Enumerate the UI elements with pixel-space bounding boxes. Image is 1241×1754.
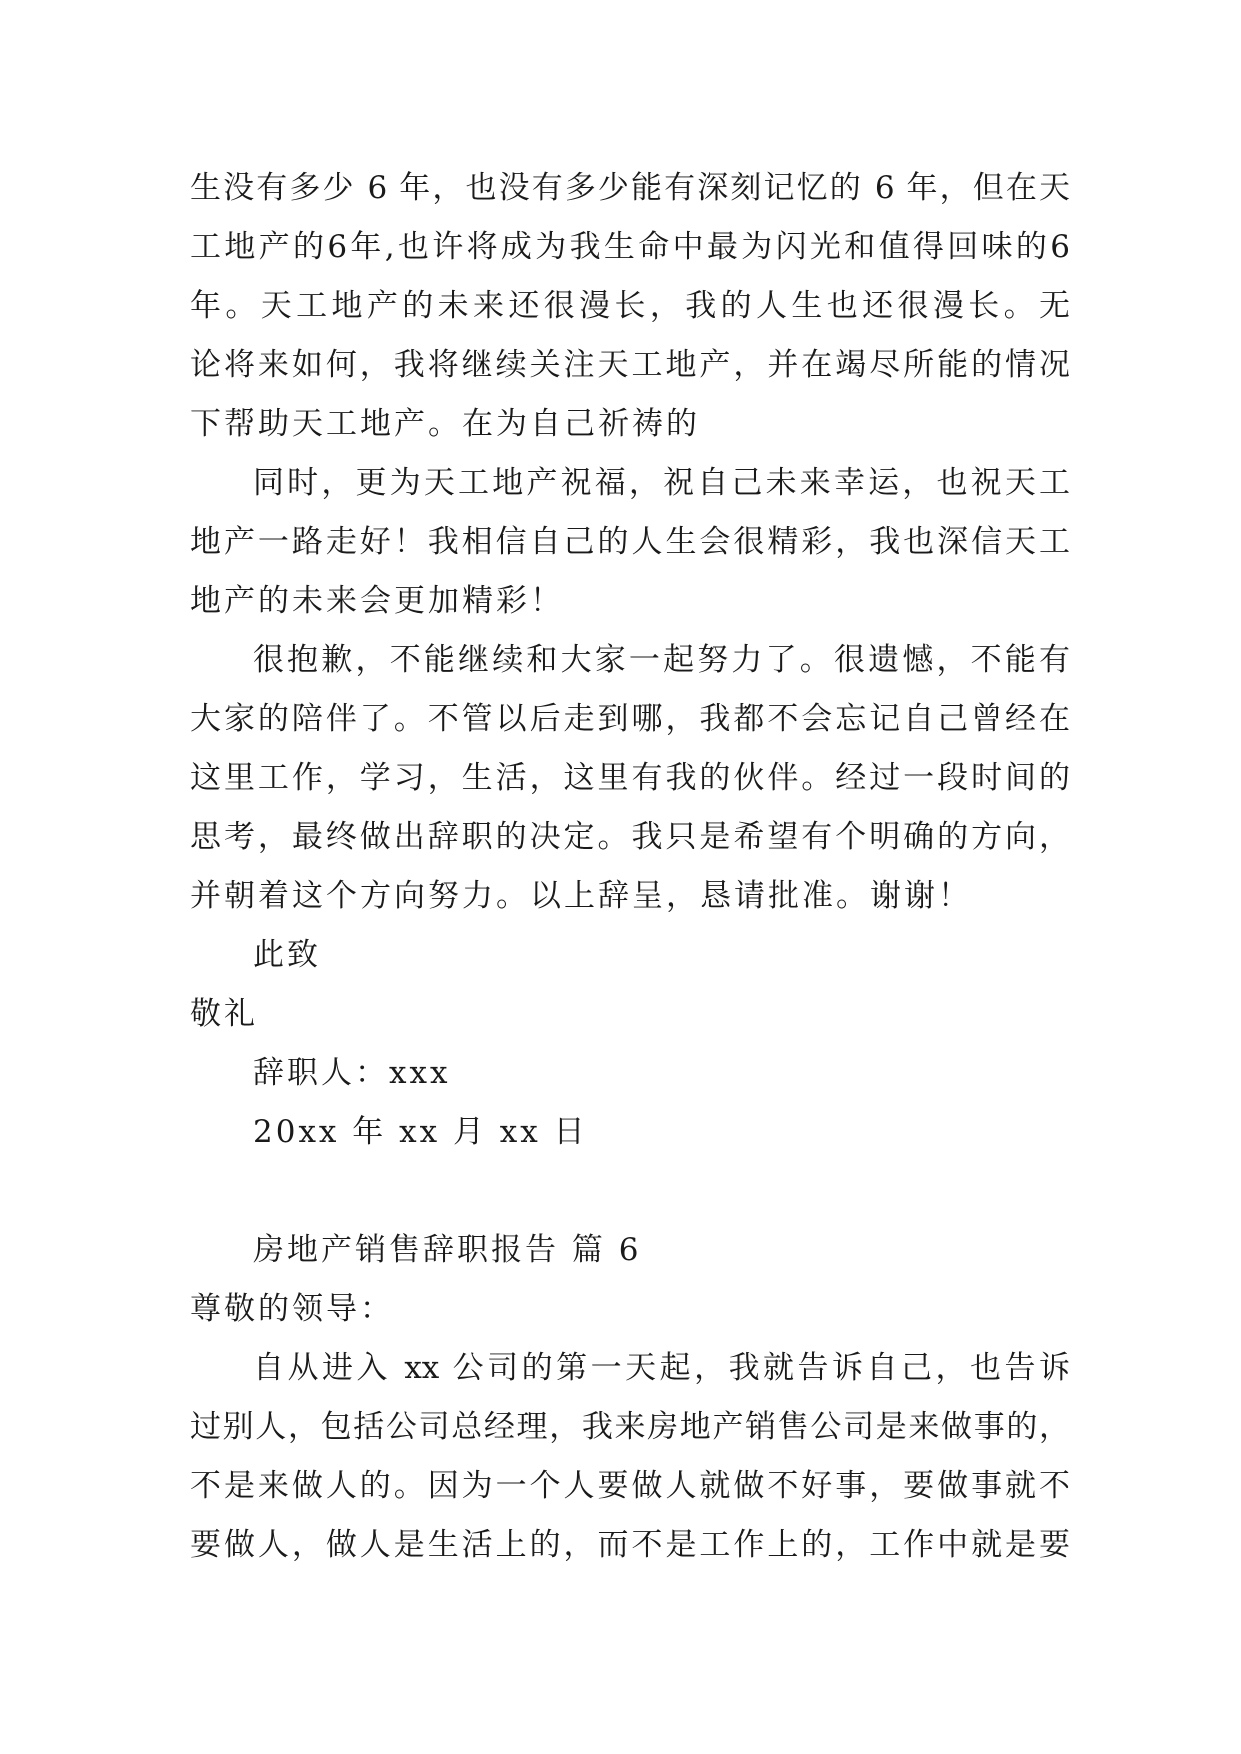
body-text-line: 要做人，做人是生活上的，而不是工作上的，工作中就是要 — [190, 1527, 1070, 1563]
body-text-line: 并朝着这个方向努力。以上辞呈，恳请批准。谢谢！ — [190, 878, 972, 914]
body-text-line: 下帮助天工地产。在为自己祈祷的 — [190, 406, 700, 442]
body-text-line: 论将来如何，我将继续关注天工地产，并在竭尽所能的情况 — [190, 347, 1070, 383]
body-text-line: 生没有多少 6 年，也没有多少能有深刻记忆的 6 年，但在天 — [190, 170, 1070, 206]
body-text-line: 地产一路走好！我相信自己的人生会很精彩，我也深信天工 — [190, 524, 1070, 560]
paragraph-first-line: 很抱歉，不能继续和大家一起努力了。很遗憾，不能有 — [253, 642, 1070, 678]
body-text-line: 大家的陪伴了。不管以后走到哪，我都不会忘记自己曾经在 — [190, 701, 1070, 737]
body-text-line: 不是来做人的。因为一个人要做人就做不好事，要做事就不 — [190, 1468, 1070, 1504]
signature-name: 辞职人：xxx — [253, 1055, 451, 1091]
body-text-line: 工地产的6年,也许将成为我生命中最为闪光和值得回味的6 — [190, 229, 1070, 265]
paragraph-first-line: 自从进入 xx 公司的第一天起，我就告诉自己，也告诉 — [253, 1350, 1070, 1386]
letter-greeting: 尊敬的领导： — [190, 1291, 394, 1327]
paragraph-first-line: 同时，更为天工地产祝福，祝自己未来幸运，也祝天工 — [253, 465, 1070, 501]
signature-date: 20xx 年 xx 月 xx 日 — [253, 1114, 588, 1150]
closing-regards: 敬礼 — [190, 996, 258, 1032]
body-text-line: 地产的未来会更加精彩！ — [190, 583, 564, 619]
body-text-line: 过别人，包括公司总经理，我来房地产销售公司是来做事的， — [190, 1409, 1070, 1445]
body-text-line: 年。天工地产的未来还很漫长，我的人生也还很漫长。无 — [190, 288, 1070, 324]
section-heading: 房地产销售辞职报告 篇 6 — [253, 1232, 642, 1268]
body-text-line: 这里工作，学习，生活，这里有我的伙伴。经过一段时间的 — [190, 760, 1070, 796]
closing-salutation: 此致 — [253, 937, 321, 973]
body-text-line: 思考，最终做出辞职的决定。我只是希望有个明确的方向， — [190, 819, 1070, 855]
